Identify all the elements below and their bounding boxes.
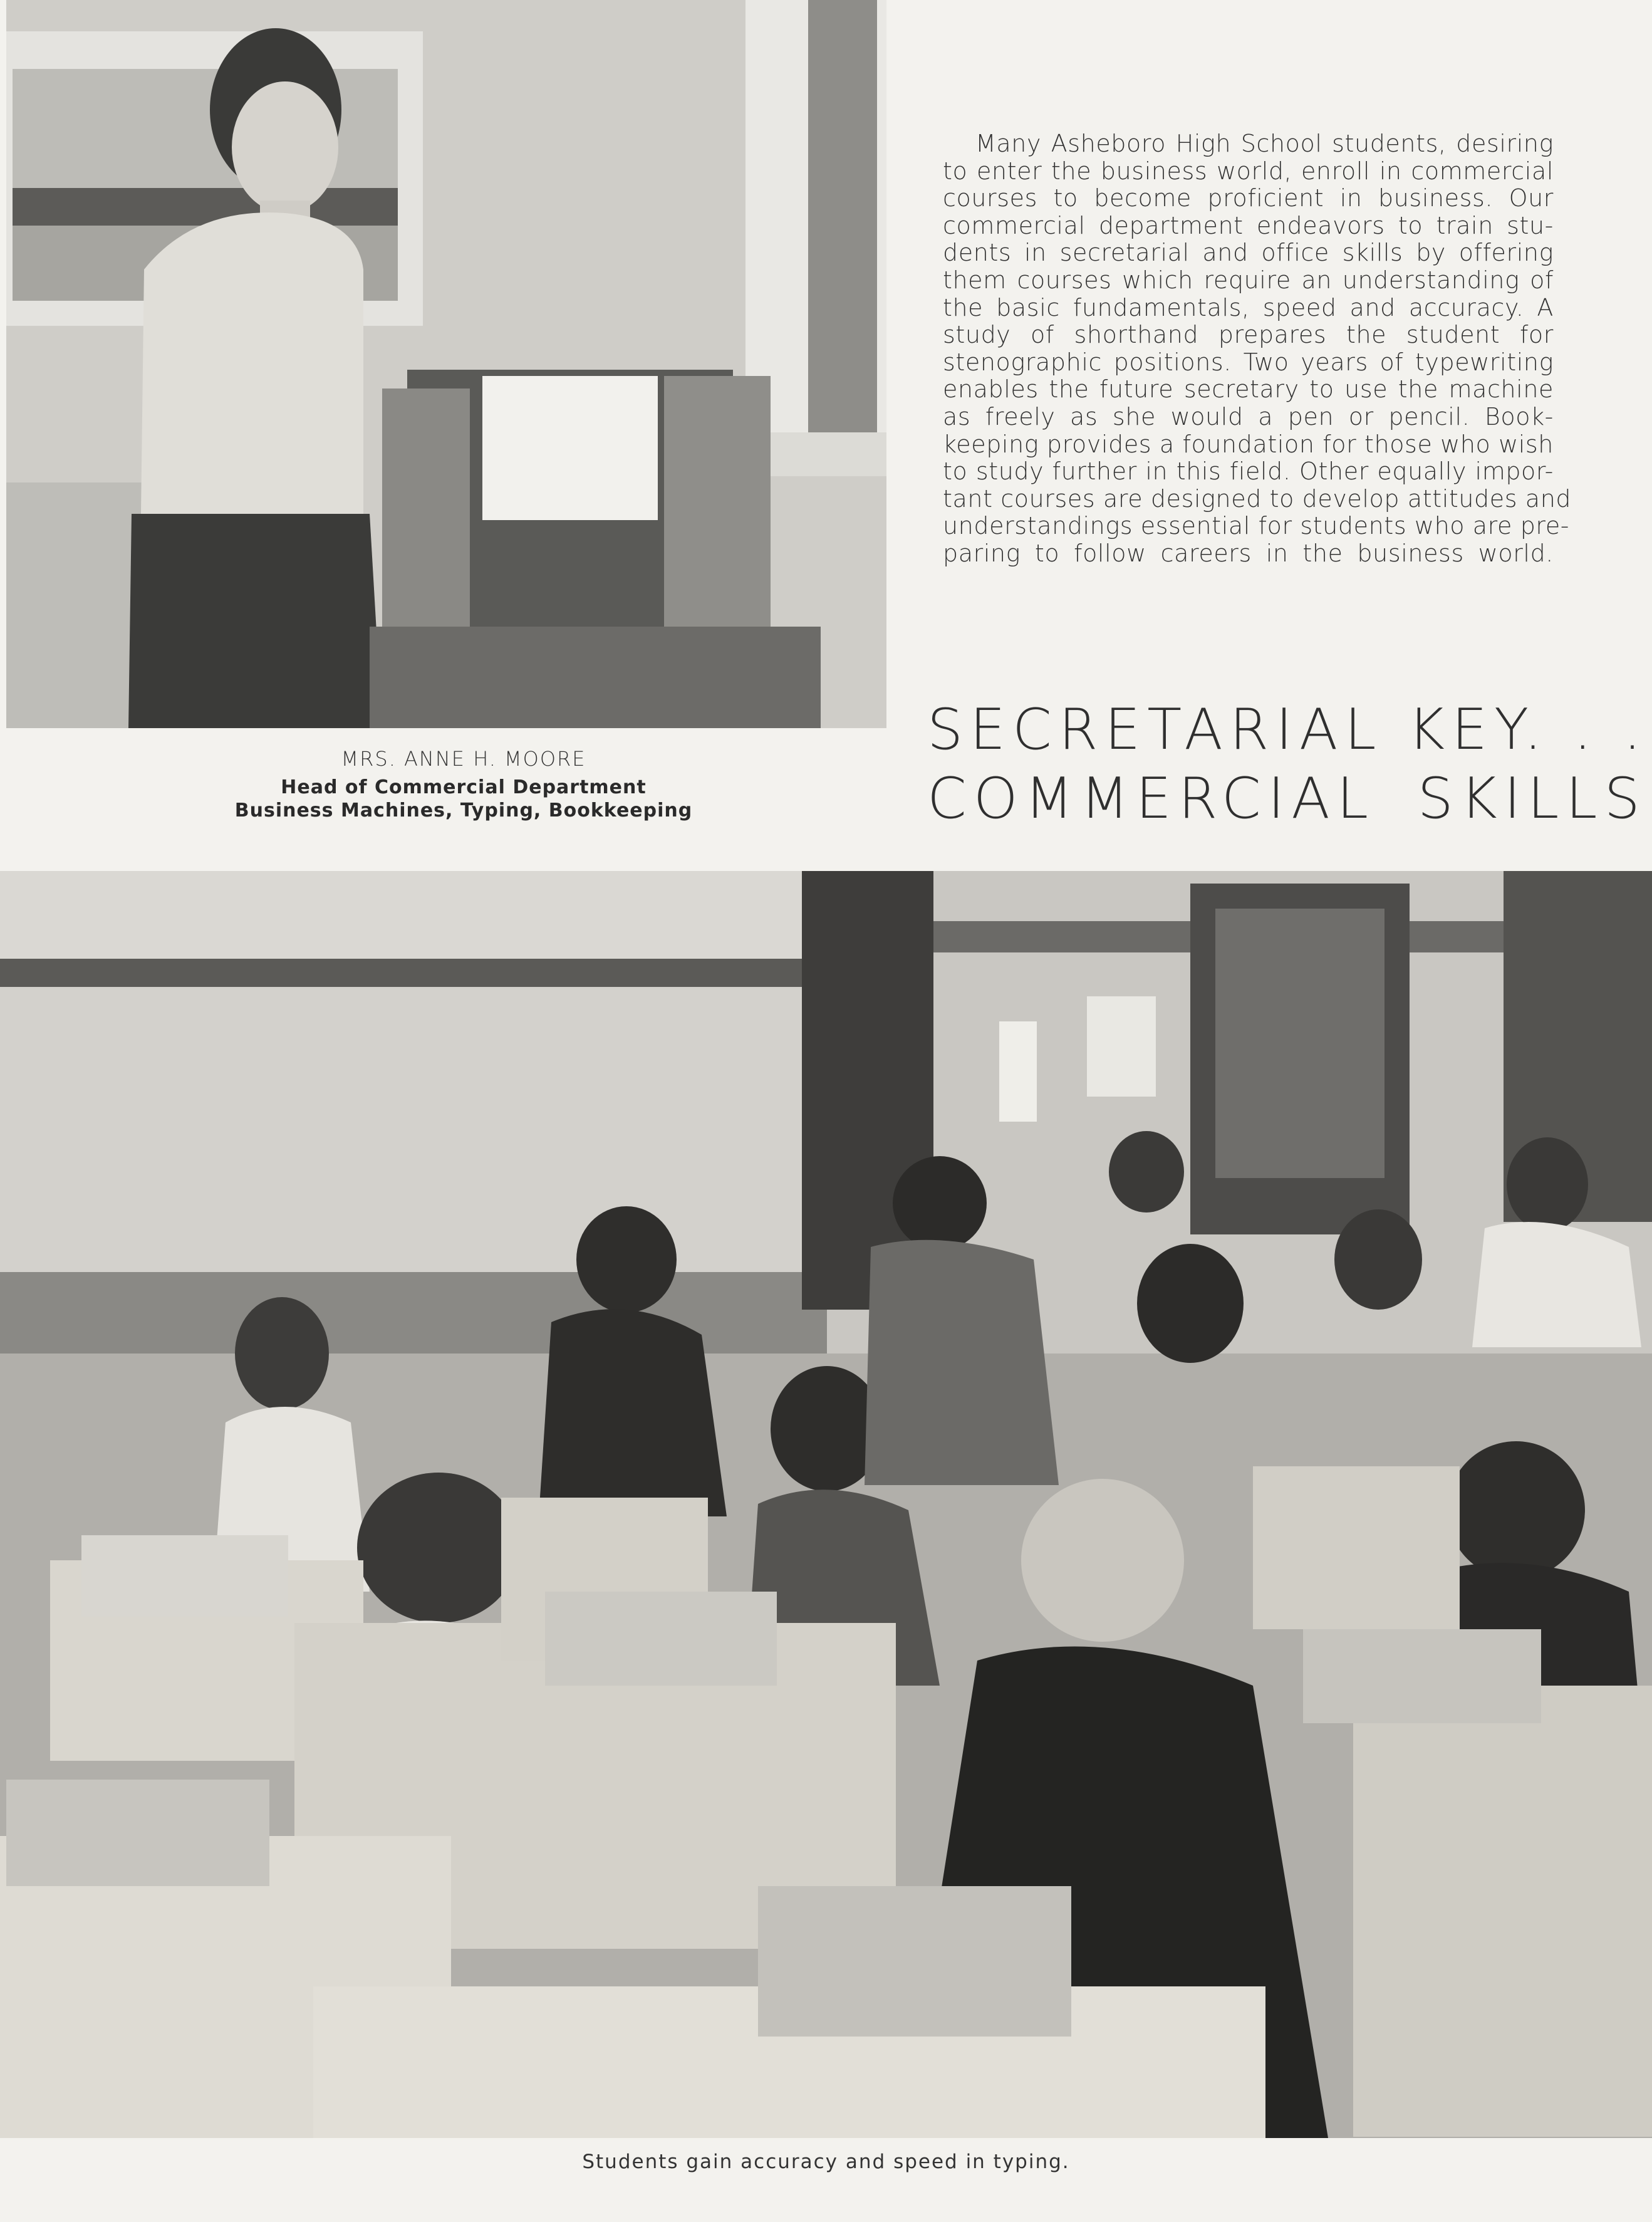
teacher-role <box>182 776 745 822</box>
intro-line: to enter the business world, enroll in commercial <box>943 157 1554 185</box>
intro-line: to study further in this field. Other equally impor- <box>943 457 1554 486</box>
intro-line: keeping provides a foundation for those who wish <box>943 430 1554 458</box>
intro-line: Many Asheboro High School students, desiring <box>975 130 1554 157</box>
teacher-caption <box>182 747 745 822</box>
intro-line: tant courses are designed to develop attitudes and <box>943 484 1572 513</box>
intro-line: as freely as she would a pen or pencil. Book- <box>943 402 1554 430</box>
teacher-role-line: Head of Commercial Department <box>281 776 647 798</box>
page-headline <box>927 696 1648 833</box>
intro-line: paring to follow careers in the business world. <box>943 539 1554 567</box>
teacher-role-line: Business Machines, Typing, Bookkeeping <box>234 800 693 822</box>
intro-line: courses to become proficient in business. Our <box>943 184 1554 212</box>
classroom-photo <box>0 871 1652 2138</box>
intro-line: commercial department endeavors to train stu- <box>943 211 1554 239</box>
intro-line: the basic fundamentals, speed and accuracy. A <box>943 293 1554 321</box>
headline-line-2: COMMERCIAL SKILLS <box>927 766 1647 832</box>
teacher-name: MRS. ANNE H. MOORE <box>341 747 586 771</box>
teacher-photo <box>6 0 886 728</box>
intro-line: enables the future secretary to use the machine <box>943 375 1554 404</box>
intro-line: study of shorthand prepares the student for <box>943 321 1554 349</box>
classroom-caption: Students gain accuracy and speed in typing. <box>582 2151 1070 2173</box>
intro-line: dents in secretarial and office skills by offering <box>943 239 1554 267</box>
intro-paragraph <box>943 130 1572 568</box>
intro-line: understandings essential for students who are pre- <box>943 512 1570 540</box>
intro-line: stenographic positions. Two years of typewriting <box>943 348 1554 376</box>
intro-line: them courses which require an understanding of <box>943 266 1554 294</box>
headline-line-1: SECRETARIAL KEY. . . <box>927 697 1648 763</box>
